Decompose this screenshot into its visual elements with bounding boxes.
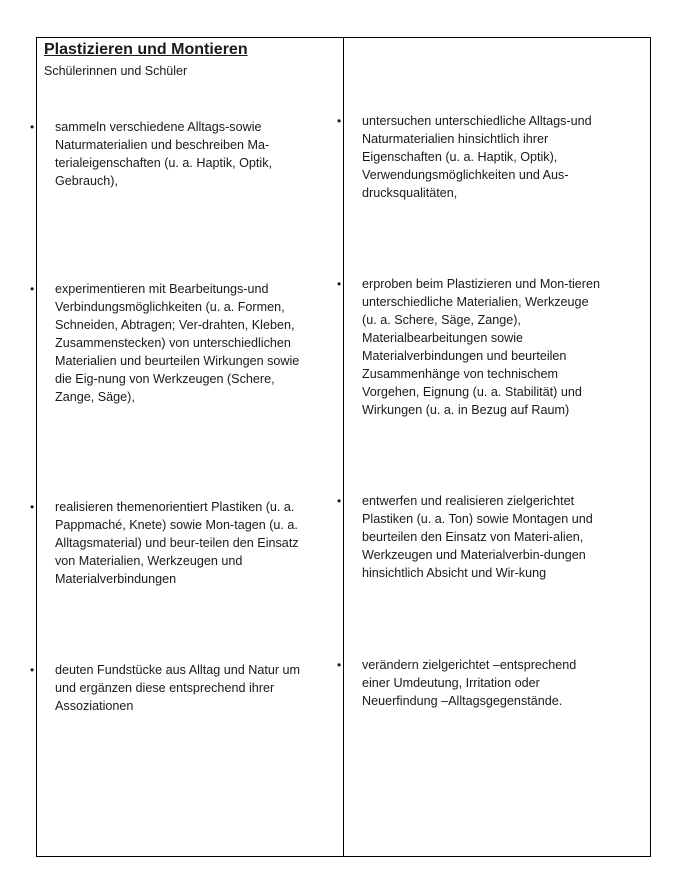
bullet-icon: • xyxy=(30,500,35,514)
list-item: untersuchen unterschiedliche Alltags-und Naturmaterialien hinsichtlich ihrer Eigenschaften (u. a. Haptik, Optik), Verwendungsmöglichkeiten und Aus-drucksqualitäten, xyxy=(362,114,592,200)
bullet-icon: • xyxy=(337,114,342,128)
list-item: verändern zielgerichtet –entsprechend einer Umdeutung, Irritation oder Neuerfindung –Alltagsgegenstände. xyxy=(362,658,577,708)
list-item: experimentieren mit Bearbeitungs-und Verbindungsmöglichkeiten (u. a. Formen, Schneiden, Abtragen; Ver-drahten, Kleben, Zusammenstecken) von unterschiedlichen Materialien und beurteilen Wirkungen sowie die Eig-nung von Werkzeugen (Schere, Zange, Säge), xyxy=(55,282,300,404)
bullet-icon: • xyxy=(337,494,342,508)
column-divider xyxy=(343,38,344,856)
bullet-icon: • xyxy=(337,277,342,291)
list-item: sammeln verschiedene Alltags-sowie Naturmaterialien und beschreiben Ma-terialeigenschaften (u. a. Haptik, Optik, Gebrauch), xyxy=(55,120,273,188)
page-title: Plastizieren und Montieren xyxy=(44,41,248,58)
bullet-icon: • xyxy=(30,282,35,296)
list-item: erproben beim Plastizieren und Mon-tieren unterschiedliche Materialien, Werkzeuge (u. a. Schere, Säge, Zange), Materialbearbeitungen sowie Materialverbindungen und beurteilen Zusammenhänge von technischem Vorgehen, Eignung (u. a. Stabilität) und Wirkungen (u. a. in Bezug auf Raum) xyxy=(362,277,601,417)
list-item: deuten Fundstücke aus Alltag und Natur um und ergänzen diese entsprechend ihrer Assoziationen xyxy=(55,663,301,713)
list-item: entwerfen und realisieren zielgerichtet Plastiken (u. a. Ton) sowie Montagen und beurteilen den Einsatz von Materi-alien, Werkzeugen und Materialverbin-dungen hinsichtlich Absicht und Wir-kung xyxy=(362,494,593,580)
bullet-icon: • xyxy=(30,120,35,134)
bullet-icon: • xyxy=(337,658,342,672)
bullet-icon: • xyxy=(30,663,35,677)
list-item: realisieren themenorientiert Plastiken (u. a. Pappmaché, Knete) sowie Mon-tagen (u. a. Alltagsmaterial) und beur-teilen den Einsatz von Materialien, Werkzeugen und Materialverbindungen xyxy=(55,500,299,586)
page-subtitle: Schülerinnen und Schüler xyxy=(44,64,188,78)
